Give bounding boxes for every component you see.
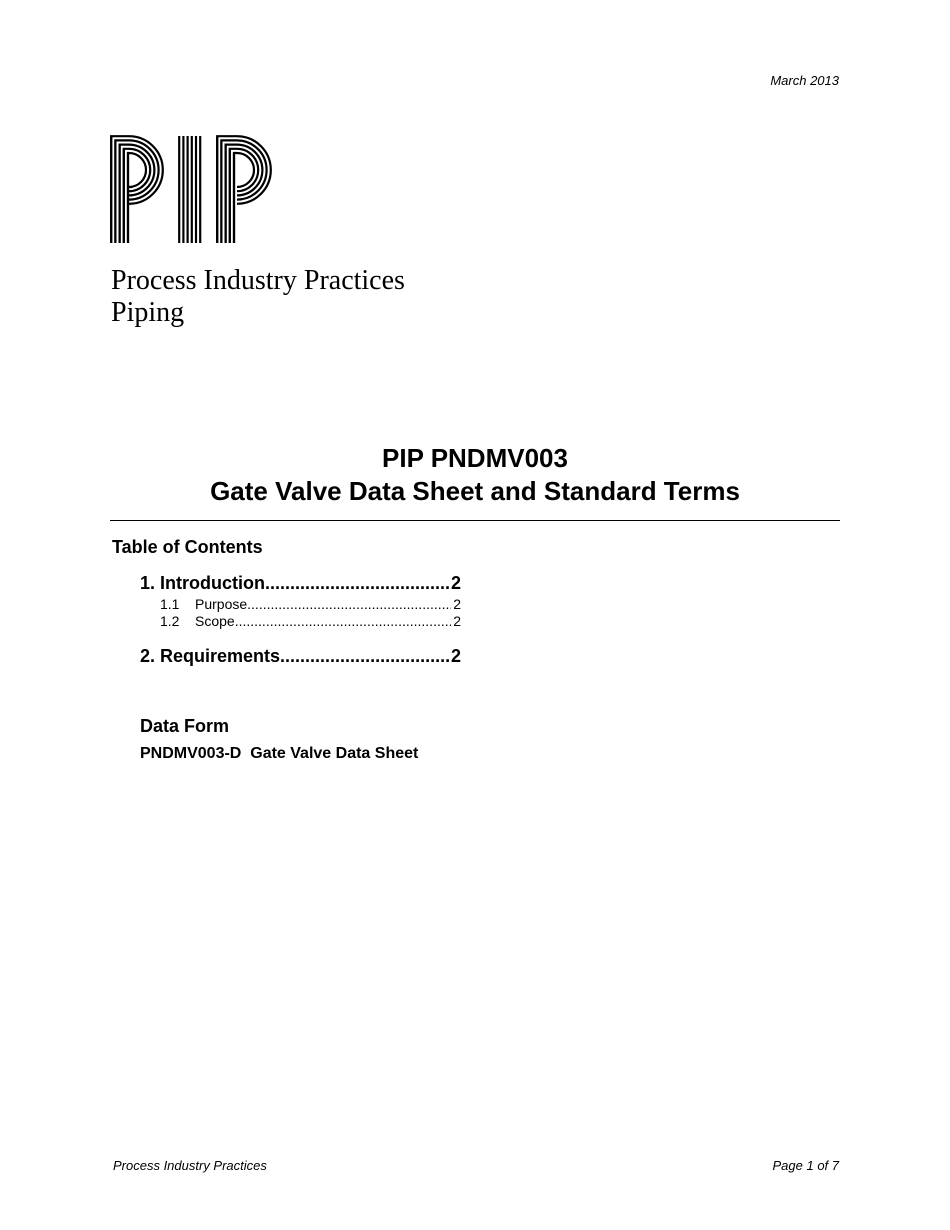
logo-letter-p-right-stroke: [226, 145, 263, 243]
organization-line-2: Piping: [111, 297, 185, 328]
toc-entry-page: 2: [453, 596, 461, 612]
toc-leader: [280, 646, 449, 667]
pip-logo: [110, 135, 272, 243]
toc-leader: [235, 613, 452, 629]
data-form-item[interactable]: PNDMV003-D Gate Valve Data Sheet: [140, 745, 419, 762]
toc-entry-label: Purpose: [195, 596, 248, 612]
organization-name: [111, 265, 405, 329]
toc-entry-page: 2: [450, 573, 461, 593]
toc-entry-page: 2: [453, 613, 461, 629]
toc-entry-label: Scope: [195, 613, 235, 629]
toc-entry-purpose[interactable]: [140, 596, 461, 612]
toc-entry-number: 1.1: [160, 596, 180, 612]
title-divider: [110, 520, 840, 521]
toc-entry-requirements[interactable]: [140, 646, 461, 667]
toc-entry-label: 2. Requirements: [140, 646, 281, 666]
toc-entry-scope[interactable]: [140, 613, 461, 629]
toc-leader: [265, 573, 449, 594]
toc-entry-page: 2: [450, 646, 461, 666]
footer-page-number: Page 1 of 7: [772, 1158, 839, 1173]
toc-entry-number: 1.2: [160, 613, 180, 629]
data-form-heading: Data Form: [140, 716, 230, 736]
document-code: PIP PNDMV003: [382, 443, 568, 473]
toc-entry-introduction[interactable]: [140, 573, 461, 594]
footer-organization: Process Industry Practices: [113, 1158, 267, 1173]
logo-letter-p-right-stroke: [221, 140, 266, 243]
header-date: March 2013: [770, 73, 839, 88]
document-title: [110, 442, 840, 508]
toc-heading: Table of Contents: [112, 537, 263, 557]
organization-line-1: Process Industry Practices: [111, 265, 405, 296]
toc-leader: [247, 596, 451, 612]
document-name: Gate Valve Data Sheet and Standard Terms: [210, 476, 740, 506]
toc-entry-label: 1. Introduction: [140, 573, 265, 593]
